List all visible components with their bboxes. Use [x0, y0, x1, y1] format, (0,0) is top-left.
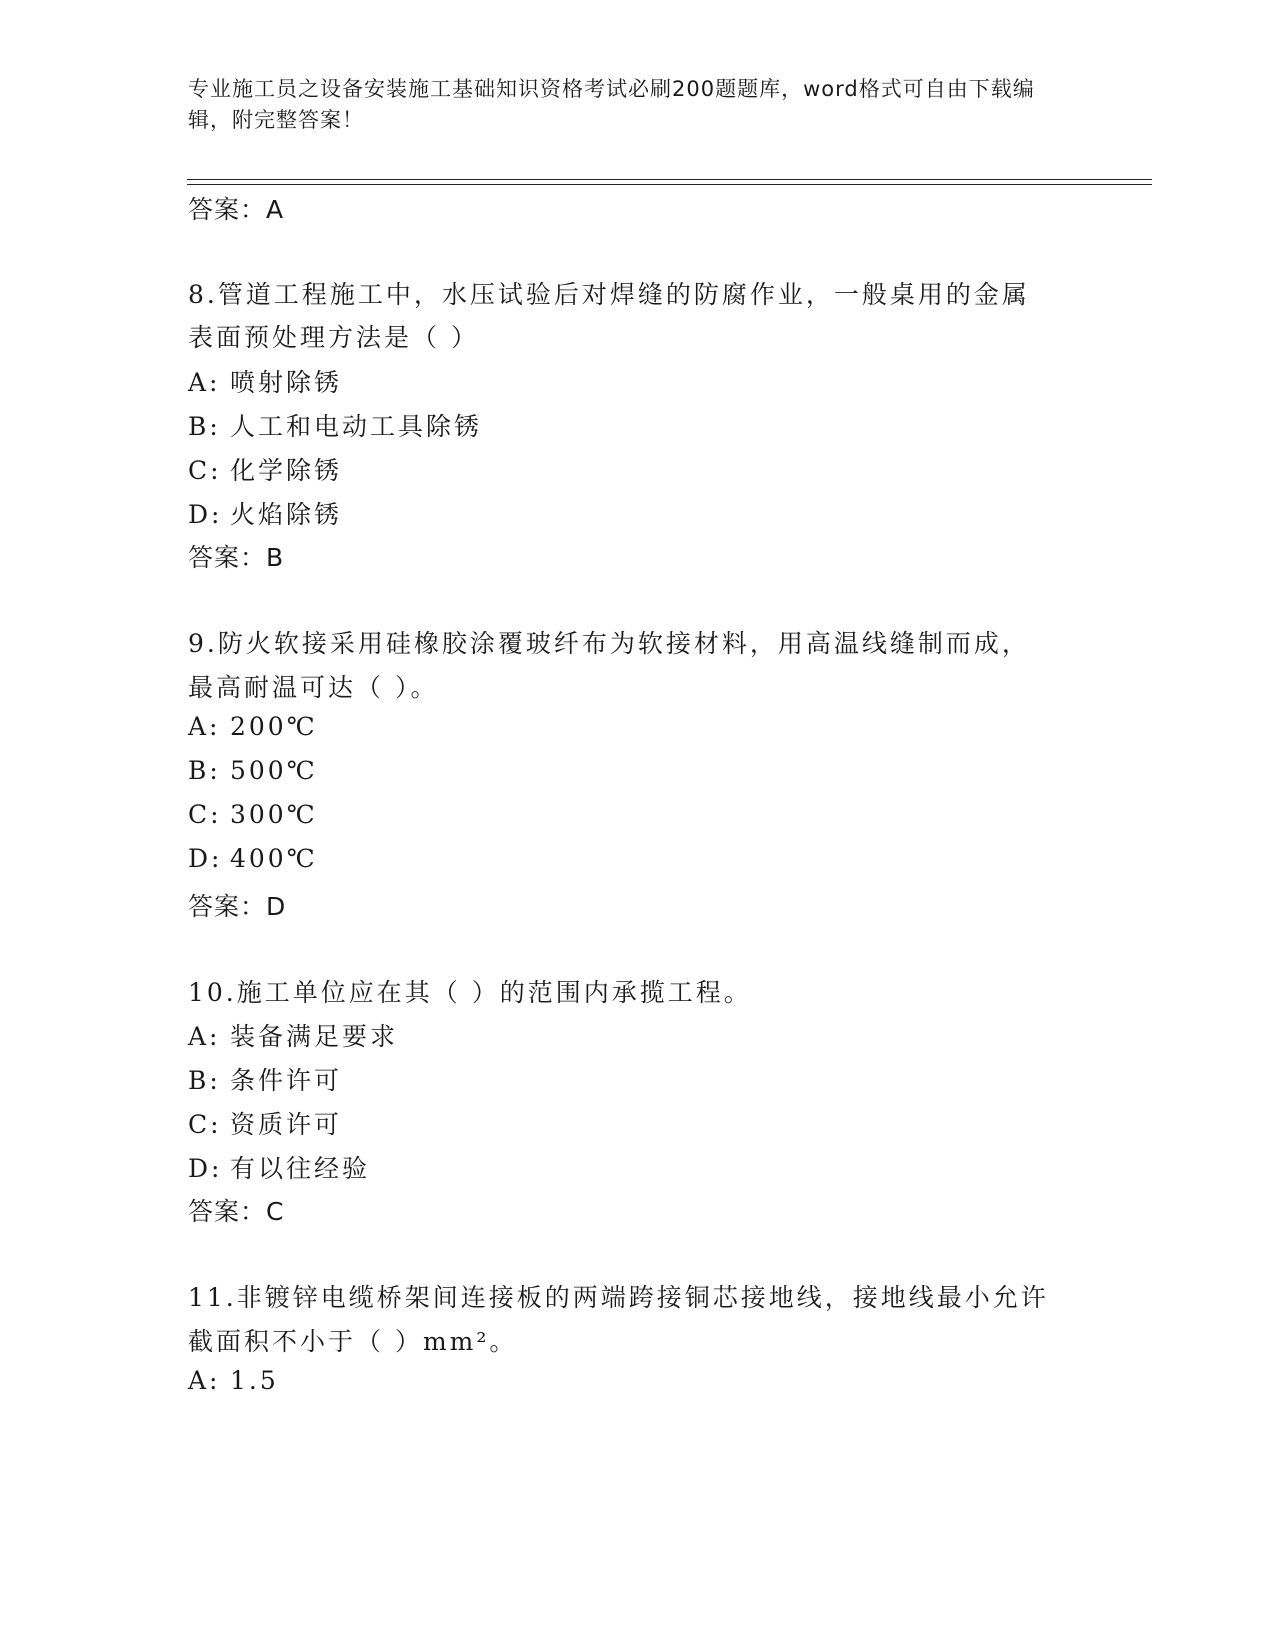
option-text: 资质许可 — [230, 1110, 343, 1139]
option-key: D: — [188, 500, 223, 529]
question-stem-continued: 最高耐温可达（ ）。 — [188, 673, 439, 702]
question-stem: 10.施工单位应在其（ ）的范围内承揽工程。 — [188, 978, 752, 1007]
answer-line: 答案：A — [188, 195, 285, 224]
option-line — [188, 1366, 279, 1395]
option-text: 有以往经验 — [230, 1154, 371, 1183]
option-line — [188, 407, 482, 443]
question-stem: 8.管道工程施工中，水压试验后对焊缝的防腐作业，一般桌用的金属 — [188, 280, 1030, 309]
option-text: 装备满足要求 — [230, 1022, 399, 1051]
option-line — [188, 1017, 398, 1053]
option-line — [188, 495, 342, 531]
option-key: A: — [188, 368, 221, 397]
option-key: B: — [188, 756, 221, 785]
option-line — [188, 1149, 370, 1185]
option-key: B: — [188, 412, 221, 441]
option-text: 300℃ — [230, 800, 318, 829]
option-text: 200℃ — [230, 712, 318, 741]
option-line — [188, 363, 342, 399]
option-key: D: — [188, 844, 223, 873]
option-text: 1.5 — [230, 1366, 279, 1395]
question-stem: 9.防火软接采用硅橡胶涂覆玻纤布为软接材料，用高温线缝制而成， — [188, 629, 1030, 658]
option-line — [188, 1061, 342, 1097]
option-text: 500℃ — [230, 756, 318, 785]
answer-line: 答案：C — [188, 1197, 285, 1226]
question-stem: 11.非镀锌电缆桥架间连接板的两端跨接铜芯接地线，接地线最小允许 — [188, 1283, 1049, 1312]
option-key: C: — [188, 800, 222, 829]
option-text: 条件许可 — [230, 1066, 343, 1095]
option-text: 化学除锈 — [230, 456, 343, 485]
option-line — [188, 1105, 342, 1141]
option-text: 人工和电动工具除锈 — [230, 412, 483, 441]
option-line — [188, 800, 318, 829]
option-key: A: — [188, 712, 221, 741]
option-text: 喷射除锈 — [230, 368, 343, 397]
question-stem-continued: 表面预处理方法是（ ） — [188, 323, 479, 352]
option-line — [188, 844, 318, 873]
answer-line: 答案：B — [188, 543, 285, 572]
question-stem-continued: 截面积不小于（ ）mm²。 — [188, 1327, 518, 1356]
option-text: 400℃ — [230, 844, 318, 873]
option-line — [188, 712, 318, 741]
option-key: A: — [188, 1366, 221, 1395]
header-rule — [187, 179, 1152, 180]
option-line — [188, 451, 342, 487]
option-key: C: — [188, 1110, 222, 1139]
answer-line: 答案：D — [188, 892, 287, 921]
document-header: 专业施工员之设备安装施工基础知识资格考试必刷200题题库，word格式可自由下载编辑，附完整答案！ — [188, 77, 1035, 132]
option-text: 火焰除锈 — [230, 500, 343, 529]
option-key: C: — [188, 456, 222, 485]
option-key: A: — [188, 1022, 221, 1051]
option-line — [188, 756, 318, 785]
option-key: D: — [188, 1154, 223, 1183]
header-rule-double — [187, 184, 1152, 185]
option-key: B: — [188, 1066, 221, 1095]
